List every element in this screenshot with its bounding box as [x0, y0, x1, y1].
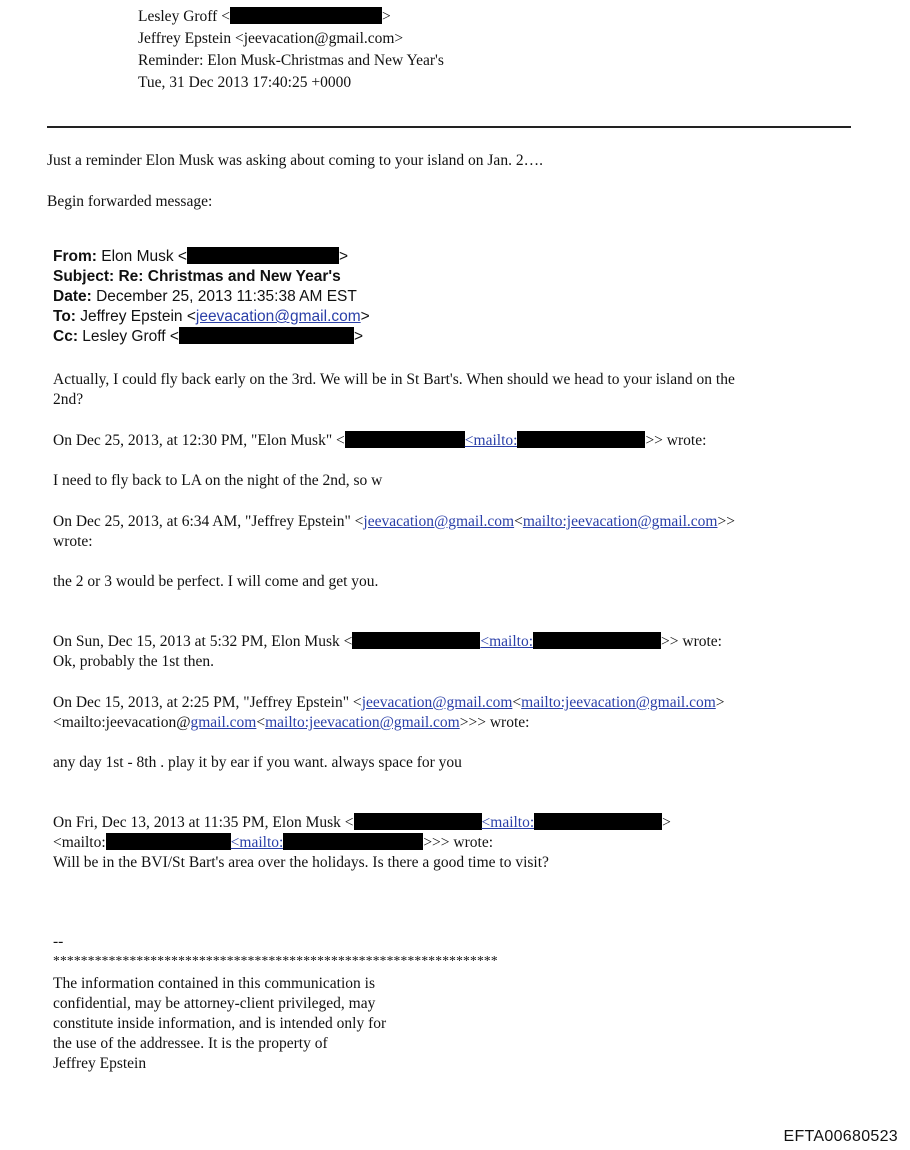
- quote4-line2-mid: <: [256, 714, 266, 731]
- quote5-suffix: >: [662, 814, 671, 831]
- fwd-date-value: December 25, 2013 11:35:38 AM EST: [96, 288, 357, 305]
- quote4-email-link[interactable]: jeevacation@gmail.com: [361, 694, 513, 711]
- fwd-subject-label: Subject:: [53, 268, 115, 285]
- msg2: I need to fly back to LA on the night of the 2nd, so w: [53, 472, 383, 489]
- fwd-to-email-link[interactable]: jeevacation@gmail.com: [195, 308, 361, 325]
- quote5-line2-suffix: >>> wrote:: [423, 834, 494, 851]
- fwd-cc-value: Lesley Groff <: [82, 328, 179, 345]
- quote-header-4: [53, 693, 725, 713]
- begin-forwarded-text: Begin forwarded message:: [47, 193, 213, 210]
- redaction-block: [352, 632, 480, 649]
- fwd-date-label: Date:: [53, 288, 92, 305]
- header-from-value: Lesley Groff <: [138, 8, 230, 25]
- header-from-row: [0, 6, 600, 28]
- redaction-block: [179, 327, 354, 344]
- msg1-line2: 2nd?: [53, 391, 84, 408]
- quote4-line2-link1[interactable]: gmail.com: [190, 714, 257, 731]
- quote1-prefix: On Dec 25, 2013, at 12:30 PM, "Elon Musk" <: [53, 432, 345, 449]
- header-date-value: Tue, 31 Dec 2013 17:40:25 +0000: [138, 74, 352, 91]
- redaction-block: [345, 431, 465, 448]
- fwd-from-label: From:: [53, 248, 97, 265]
- redaction-block: [106, 833, 231, 850]
- quote2-mailto-link[interactable]: mailto:jeevacation@gmail.com: [522, 513, 718, 530]
- quote2-email-link[interactable]: jeevacation@gmail.com: [363, 513, 515, 530]
- quote4-line2-suffix: >>> wrote:: [459, 714, 530, 731]
- quote3-prefix: On Sun, Dec 15, 2013 at 5:32 PM, Elon Musk <: [53, 633, 353, 650]
- quote5-line2-prefix: <mailto:: [53, 834, 106, 851]
- fwd-to-close: >: [360, 308, 370, 325]
- msg4: Ok, probably the 1st then.: [53, 653, 215, 670]
- msg3: the 2 or 3 would be perfect. I will come and get you.: [53, 573, 379, 590]
- quote4-mid: <: [512, 694, 522, 711]
- quote4-prefix: On Dec 15, 2013, at 2:25 PM, "Jeffrey Epstein" <: [53, 694, 362, 711]
- quote5-prefix: On Fri, Dec 13, 2013 at 11:35 PM, Elon Musk <: [53, 814, 354, 831]
- quote-header-5: [53, 813, 671, 833]
- quote5-line2-mailto-link[interactable]: <mailto:: [230, 834, 284, 851]
- disclaimer-line: The information contained in this communication is: [53, 975, 375, 992]
- msg5: any day 1st - 8th . play it by ear if you want. always space for you: [53, 754, 462, 771]
- msg1-line1: Actually, I could fly back early on the 3rd. We will be in St Bart's. When should we head to your island on the: [53, 371, 735, 388]
- redaction-block: [354, 813, 482, 830]
- quote-header-5-line2: [53, 833, 493, 853]
- quote4-line2-link2[interactable]: mailto:jeevacation@gmail.com: [265, 714, 460, 731]
- fwd-cc-close: >: [353, 328, 363, 345]
- quote-header-1: [53, 431, 706, 451]
- signature-stars: ****************************************************************: [53, 953, 498, 968]
- document-id: EFTA00680523: [783, 1128, 898, 1145]
- quote4-suffix: >: [715, 694, 725, 711]
- redaction-block: [187, 247, 339, 264]
- quote-header-2: [53, 512, 735, 532]
- disclaimer-line: confidential, may be attorney-client privileged, may: [53, 995, 376, 1012]
- quote5-mailto-link[interactable]: <mailto:: [481, 814, 535, 831]
- quote2-prefix: On Dec 25, 2013, at 6:34 AM, "Jeffrey Epstein" <: [53, 513, 364, 530]
- reminder-text: Just a reminder Elon Musk was asking about coming to your island on Jan. 2….: [47, 152, 543, 169]
- fwd-to-row: [53, 307, 370, 327]
- disclaimer-line: the use of the addressee. It is the property of: [53, 1035, 328, 1052]
- quote1-suffix: >> wrote:: [645, 432, 707, 449]
- confidentiality-disclaimer: [53, 974, 386, 1074]
- msg6: Will be in the BVI/St Bart's area over the holidays. Is there a good time to visit?: [53, 854, 549, 871]
- email-header: [0, 6, 600, 94]
- fwd-cc-label: Cc:: [53, 328, 78, 345]
- header-to-value: Jeffrey Epstein <jeevacation@gmail.com>: [138, 30, 404, 47]
- redaction-block: [533, 632, 661, 649]
- header-divider: [47, 126, 851, 128]
- quote-header-4-line2: [53, 713, 529, 733]
- quote1-mailto-link[interactable]: <mailto:: [464, 432, 518, 449]
- fwd-from-row: [53, 247, 370, 267]
- header-subject-value: Reminder: Elon Musk-Christmas and New Year's: [138, 52, 444, 69]
- header-to-row: [0, 28, 600, 50]
- quote-header-3: [53, 632, 722, 652]
- header-date-row: [0, 72, 600, 94]
- header-subject-row: [0, 50, 600, 72]
- fwd-from-value: Elon Musk <: [101, 248, 187, 265]
- fwd-to-label: To:: [53, 308, 76, 325]
- quote4-mailto-link[interactable]: mailto:jeevacation@gmail.com: [521, 694, 716, 711]
- fwd-cc-row: [53, 327, 370, 347]
- quote2-suffix: >>: [717, 513, 735, 530]
- fwd-subject-row: [53, 267, 370, 287]
- quote2-mid: <: [514, 513, 523, 530]
- fwd-date-row: [53, 287, 370, 307]
- redaction-block: [230, 7, 382, 24]
- fwd-from-close: >: [338, 248, 349, 265]
- fwd-to-value: Jeffrey Epstein <: [80, 308, 196, 325]
- fwd-subject-value: Re: Christmas and New Year's: [118, 268, 341, 285]
- redaction-block: [534, 813, 662, 830]
- disclaimer-line: constitute inside information, and is intended only for: [53, 1015, 387, 1032]
- quote3-suffix: >> wrote:: [661, 633, 722, 650]
- redaction-block: [283, 833, 423, 850]
- quote4-line2-prefix: <mailto:jeevacation@: [53, 714, 191, 731]
- quote3-mailto-link[interactable]: <mailto:: [480, 633, 534, 650]
- forwarded-header: [53, 247, 370, 347]
- header-from-close: >: [381, 8, 391, 25]
- redaction-block: [517, 431, 645, 448]
- signature-dashes: --: [53, 933, 64, 950]
- quote2-wrote: wrote:: [53, 533, 93, 550]
- disclaimer-line: Jeffrey Epstein: [53, 1055, 147, 1072]
